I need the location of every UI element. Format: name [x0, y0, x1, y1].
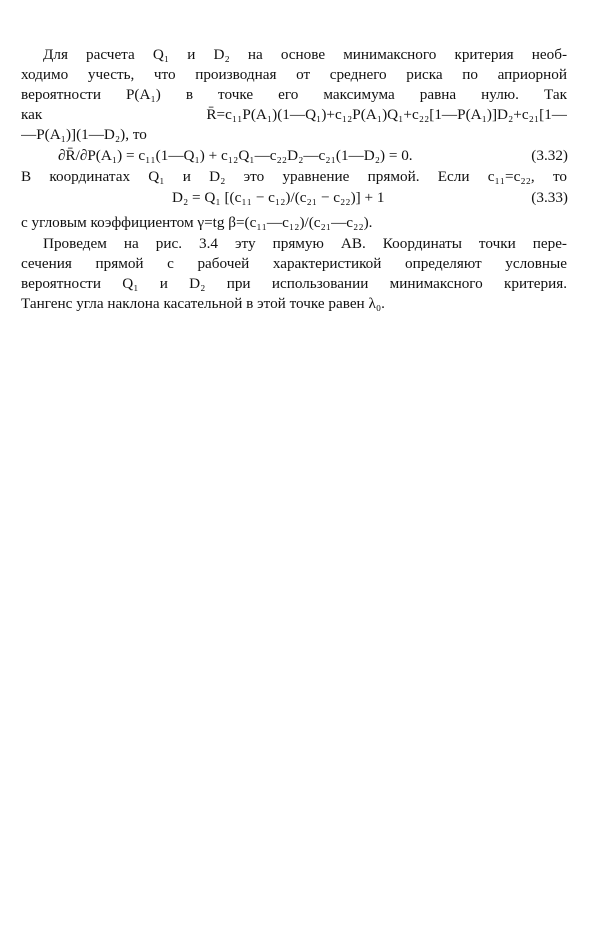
- equation-3-32: ∂R̄/∂P(A₁) = c₁₁(1—Q₁) + c₁₂Q₁—c₂₂D₂—c₂₁(1—D₂) = 0.: [58, 147, 413, 164]
- text-line: Проведем на рис. 3.4 эту прямую AB. Координаты точки пере-: [43, 235, 567, 252]
- text-line: —P(A₁)](1—D₂), то: [21, 126, 147, 143]
- text-line: В координатах Q₁ и D₂ это уравнение прямой. Если c₁₁=c₂₂, то: [21, 168, 567, 185]
- text-line: сечения прямой с рабочей характеристикой определяют условные: [21, 255, 567, 272]
- text-line: вероятности P(A₁) в точке его максимума равна нулю. Так: [21, 86, 567, 103]
- text-line: как R̄=c₁₁P(A₁)(1—Q₁)+c₁₂P(A₁)Q₁+c₂₂[1—P(A₁)]D₂+c₂₁[1—: [21, 106, 567, 123]
- text-line: Для расчета Q₁ и D₂ на основе минимаксного критерия необ-: [43, 46, 567, 63]
- text-line: вероятности Q₁ и D₂ при использовании минимаксного критерия.: [21, 275, 567, 292]
- equation-number: (3.32): [531, 147, 568, 164]
- equation-number: (3.33): [531, 189, 568, 206]
- text-line: Тангенс угла наклона касательной в этой точке равен λ₀.: [21, 295, 385, 312]
- text-line: ходимо учесть, что производная от среднего риска по априорной: [21, 66, 567, 83]
- text-line: с угловым коэффициентом γ=tg β=(c₁₁—c₁₂)/(c₂₁—c₂₂).: [21, 214, 373, 231]
- equation-3-33: D₂ = Q₁ [(c₁₁ − c₁₂)/(c₂₁ − c₂₂)] + 1: [172, 189, 385, 206]
